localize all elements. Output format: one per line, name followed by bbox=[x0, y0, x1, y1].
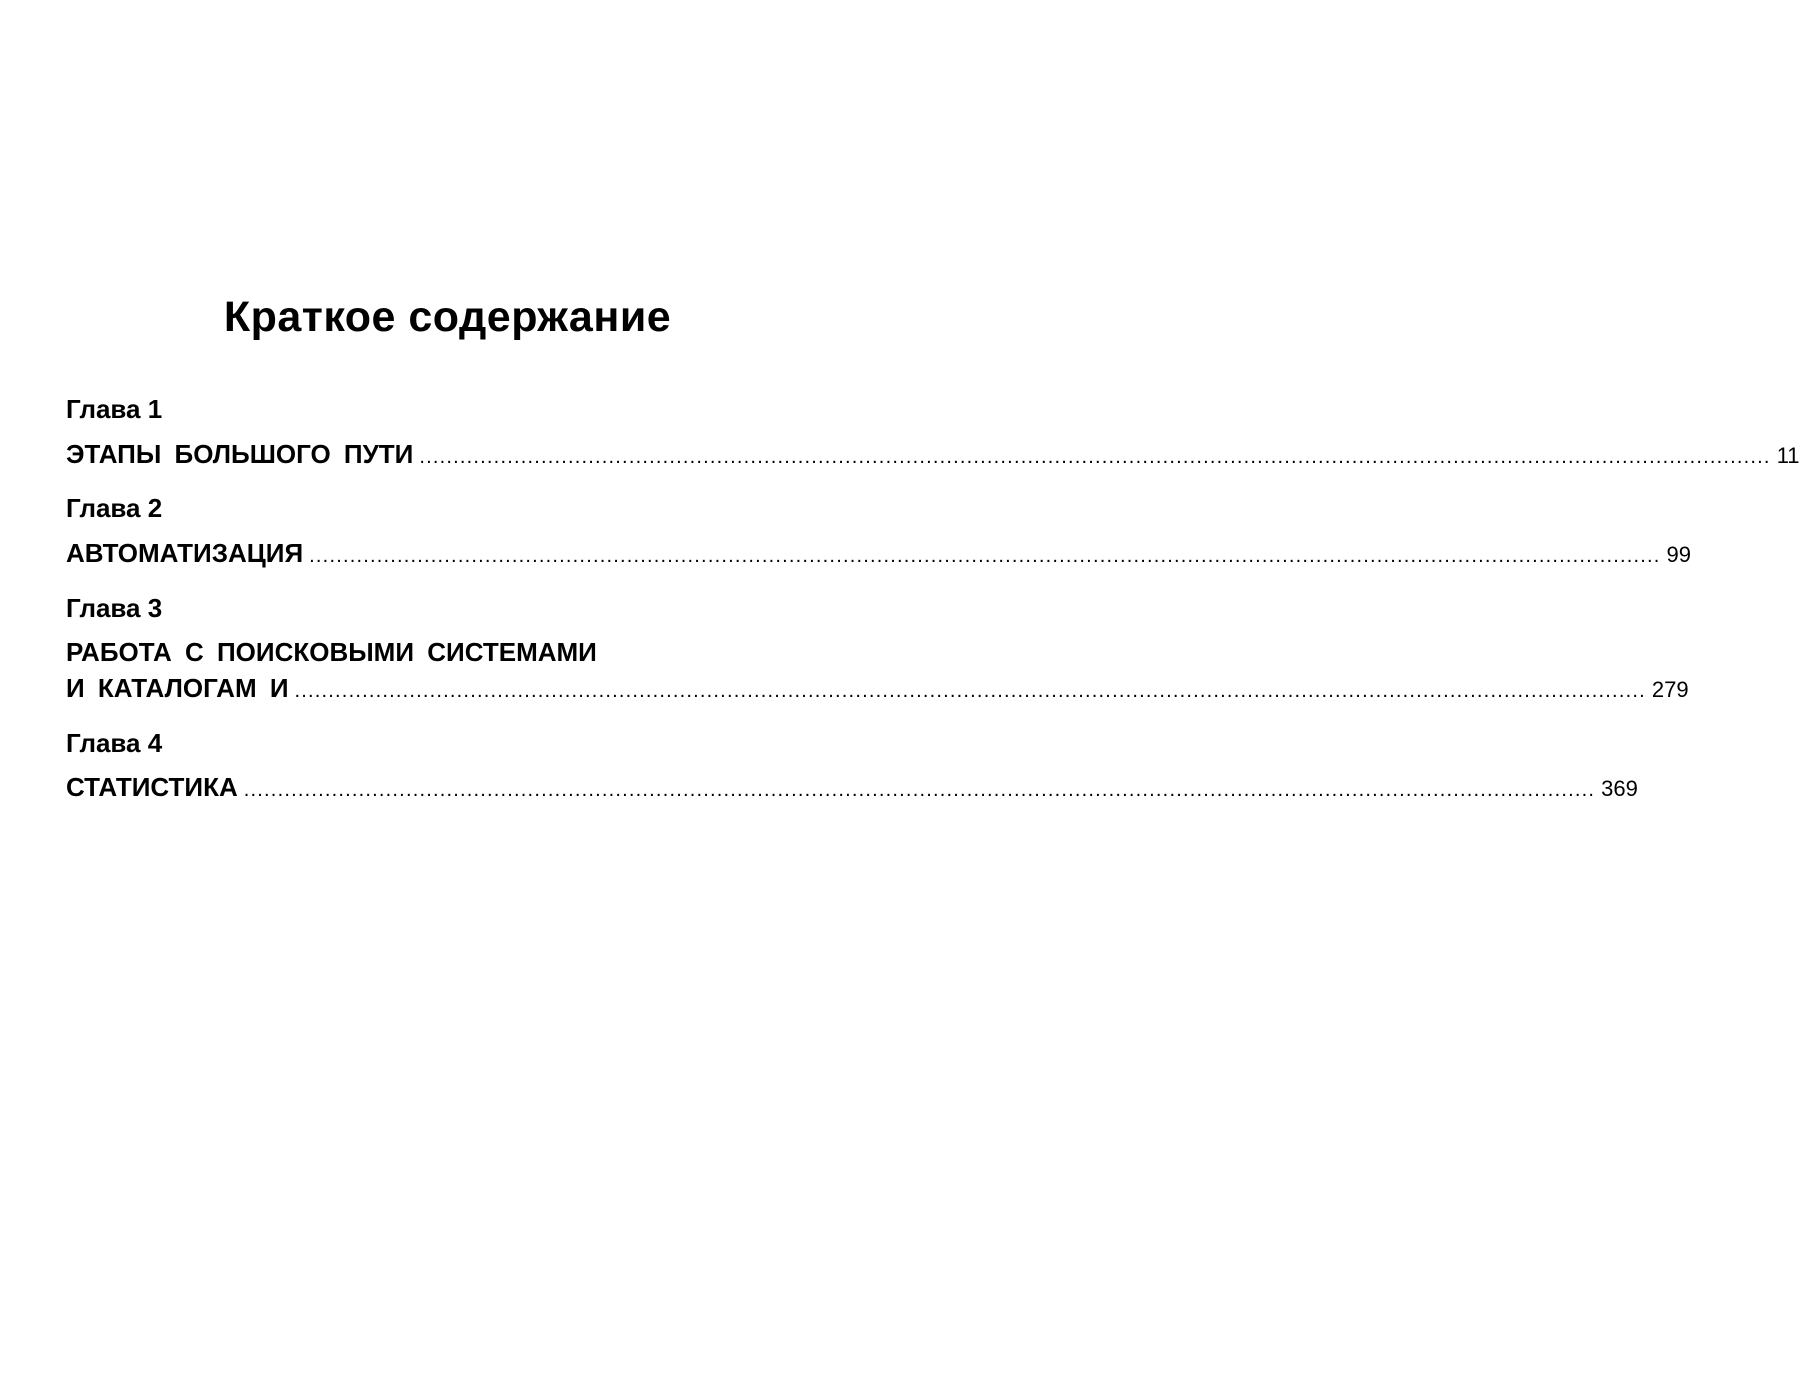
chapter-title-continued: И КАТАЛОГАМ И bbox=[66, 673, 289, 703]
toc-entry-chapter-1[interactable] bbox=[66, 438, 1800, 473]
page-title: Краткое содержание bbox=[223, 293, 672, 341]
toc-entry-chapter-2[interactable] bbox=[66, 537, 1691, 572]
chapter-title: АВТОМАТИЗАЦИЯ bbox=[66, 538, 304, 568]
chapter-title[interactable]: РАБОТА С ПОИСКОВЫМИ СИСТЕМАМИ bbox=[66, 637, 597, 667]
toc-entry-chapter-3[interactable] bbox=[66, 672, 1689, 707]
chapter-label: Глава 4 bbox=[66, 728, 163, 758]
page-number: 99 bbox=[1666, 542, 1691, 567]
page-number: 11 bbox=[1776, 443, 1800, 468]
dot-leader: ........................................................................................................................................................................................................ bbox=[309, 545, 1661, 567]
dot-leader: ........................................................................................................................................................................................................ bbox=[419, 446, 1771, 468]
chapter-title: ЭТАПЫ БОЛЬШОГО ПУТИ bbox=[66, 439, 414, 469]
dot-leader: ........................................................................................................................................................................................................ bbox=[294, 680, 1646, 702]
toc-entry-chapter-4[interactable] bbox=[66, 771, 1638, 806]
page-number: 369 bbox=[1601, 776, 1638, 801]
page-number: 279 bbox=[1651, 677, 1689, 702]
dot-leader: ........................................................................................................................................................................................................ bbox=[243, 779, 1596, 801]
chapter-label: Глава 1 bbox=[66, 394, 163, 424]
chapter-label: Глава 3 bbox=[66, 593, 163, 623]
chapter-label: Глава 2 bbox=[66, 493, 163, 523]
chapter-title: СТАТИСТИКА bbox=[66, 772, 238, 802]
